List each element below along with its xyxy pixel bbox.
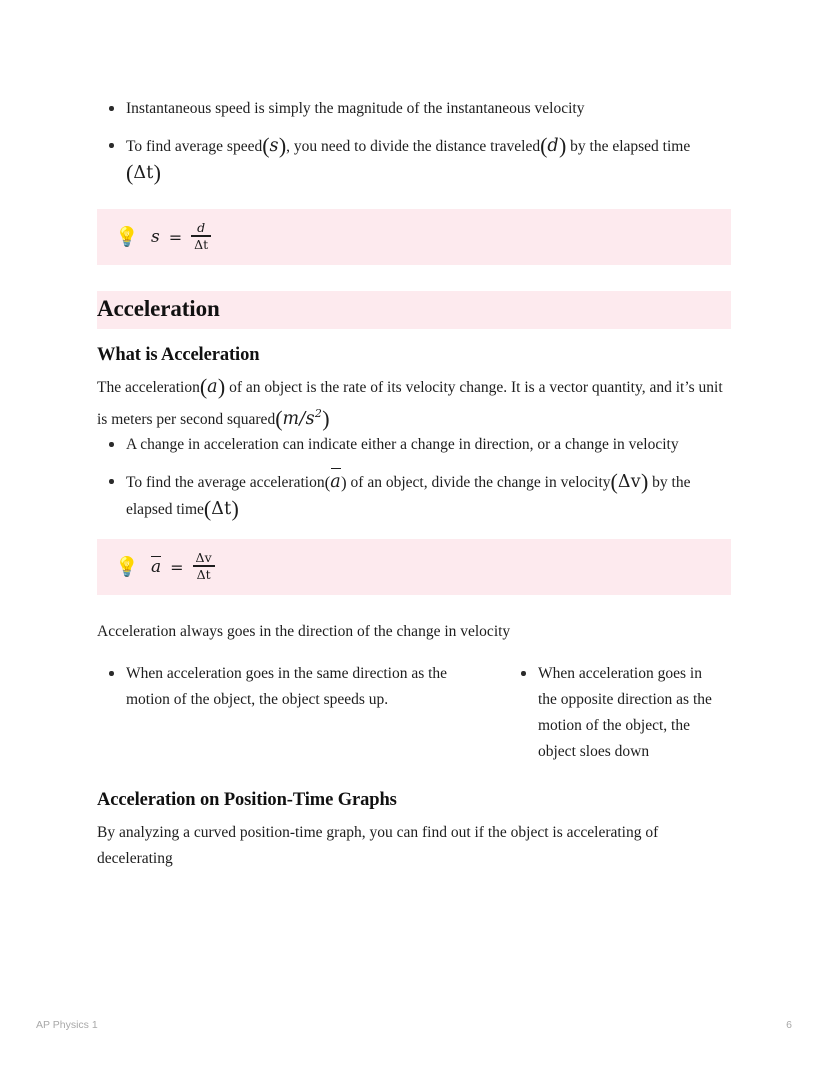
fraction-numerator: Δv <box>195 550 212 566</box>
bullet-text-before: To find average speed <box>126 138 263 155</box>
column-right <box>509 661 721 765</box>
bullet-text-after: by the elapsed time <box>566 138 691 155</box>
fraction-denominator: Δt <box>196 566 211 582</box>
fraction-denominator: Δt <box>194 236 209 252</box>
math-open-paren: ( <box>199 374 208 399</box>
top-bullet-list <box>97 96 731 187</box>
math-close-paren: ) <box>153 160 161 185</box>
math-exponent: 2 <box>314 407 323 420</box>
acceleration-definition-block <box>97 374 731 433</box>
math-close-paren: ) <box>278 133 287 158</box>
bullet-text: When acceleration goes in the opposite direction as the motion of the object, the object sloes down <box>538 665 712 760</box>
paragraph-position-time: By analyzing a curved position-time graph, you can find out if the object is accelerating of decelerating <box>97 824 659 867</box>
overline-wrapper: a <box>151 557 162 577</box>
math-close-paren: ) <box>558 133 567 158</box>
right-bullet-list <box>509 661 721 765</box>
formula-fraction <box>193 551 215 581</box>
math-speed-symbol: s <box>269 136 279 156</box>
bullet-text-middle: , you need to divide the distance traveled <box>286 138 541 155</box>
formula-equals: = <box>170 557 184 577</box>
math-close-paren: ) <box>640 469 649 494</box>
math-open-paren: ( <box>262 133 270 158</box>
page-footer <box>36 1019 792 1037</box>
math-close-paren: ) <box>217 374 226 399</box>
formula-lhs: s <box>151 227 160 247</box>
callout-speed-formula <box>97 209 731 265</box>
footer-page-number: 6 <box>786 1019 792 1031</box>
bullet-text: When acceleration goes in the same direction as the motion of the object, the object speeds up. <box>126 665 448 708</box>
formula-lhs <box>151 557 161 577</box>
subheading-what-is-acceleration: What is Acceleration <box>97 345 260 365</box>
bullet-text-before: To find the average acceleration <box>126 474 325 491</box>
light-bulb-icon: 💡 <box>115 226 139 248</box>
footer-document-title: AP Physics 1 <box>36 1019 98 1031</box>
bullet-text: Instantaneous speed is simply the magnitude of the instantaneous velocity <box>126 100 585 117</box>
position-time-paragraph-block <box>97 820 731 872</box>
list-item <box>97 96 731 122</box>
list-item <box>97 133 731 187</box>
math-acceleration-symbol: a <box>207 377 218 397</box>
two-column-bullets <box>97 661 731 765</box>
list-item <box>509 661 721 765</box>
math-avg-acceleration-symbol <box>330 472 341 492</box>
math-open-paren: ( <box>126 160 134 185</box>
list-item <box>97 432 731 458</box>
math-open-paren: ( <box>610 469 618 494</box>
formula-equals: = <box>168 227 183 247</box>
bullet-text: A change in acceleration can indicate either a change in direction, or a change in velocity <box>126 436 679 453</box>
math-open-paren: ( <box>203 496 212 521</box>
math-delta-t: Δt <box>211 499 232 519</box>
math-close-paren: ) <box>341 473 347 492</box>
list-item <box>97 469 731 523</box>
paragraph-text-before: The acceleration <box>97 379 200 396</box>
math-delta-v: Δv <box>617 472 641 492</box>
instantaneous-speed-section <box>97 96 731 187</box>
page-title-acceleration: Acceleration <box>97 296 220 321</box>
direction-paragraph-block <box>97 619 731 645</box>
math-close-paren: ) <box>322 405 330 431</box>
fraction-numerator: d <box>197 220 206 236</box>
column-left <box>97 661 487 713</box>
math-open-paren: ( <box>324 473 331 492</box>
paragraph-direction: Acceleration always goes in the direction of the change in velocity <box>97 623 511 640</box>
left-bullet-list <box>97 661 487 713</box>
section-heading-band <box>97 291 731 329</box>
subheading-position-time-graphs: Acceleration on Position-Time Graphs <box>97 790 397 810</box>
math-open-paren: ( <box>275 405 283 431</box>
light-bulb-icon: 💡 <box>115 556 139 578</box>
acceleration-bullet-section <box>97 432 731 523</box>
math-close-paren: ) <box>231 496 239 521</box>
paragraph-definition <box>97 374 731 433</box>
formula-acceleration <box>151 552 215 582</box>
math-units-symbol: $m/s^2$ <box>282 407 323 429</box>
math-distance-symbol: d <box>547 136 559 156</box>
acceleration-bullet-list <box>97 432 731 523</box>
overline-wrapper: a <box>330 469 341 495</box>
bullet-text-after: by the elapsed time <box>126 474 691 518</box>
paragraph-text-middle: of an object is the rate of its velocity change. It is a vector quantity, and it’s unit is meters per second squared <box>97 379 723 428</box>
math-open-paren: ( <box>540 133 548 158</box>
formula-speed <box>151 222 211 252</box>
formula-fraction <box>191 221 211 251</box>
math-delta-t: Δt <box>133 163 154 183</box>
callout-acceleration-formula <box>97 539 731 595</box>
list-item <box>97 661 487 713</box>
bullet-text-middle: of an object, divide the change in velocity <box>346 474 611 491</box>
